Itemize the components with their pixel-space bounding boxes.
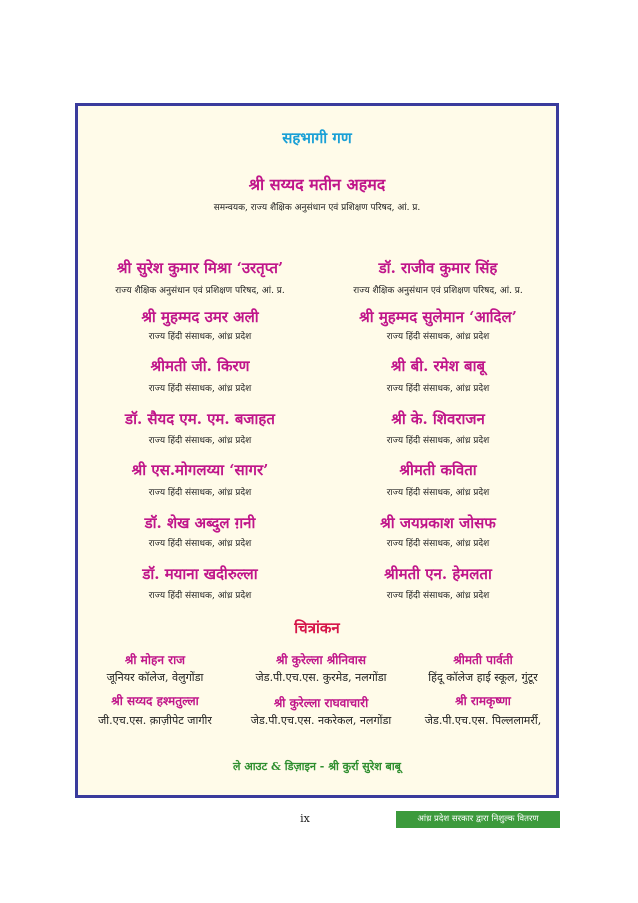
participant-left-name: डॉ. सैयद एम. एम. बजाहत bbox=[125, 410, 275, 428]
artist-designation: जी.एच.एस. क़ाज़ीपेट जागीर bbox=[98, 714, 212, 727]
participant-right-name: डॉ. राजीव कुमार सिंह bbox=[378, 259, 498, 277]
participant-right-designation: राज्य शैक्षिक अनुसंधान एवं प्रशिक्षण परिषद, आं. प्र. bbox=[353, 286, 523, 296]
participant-left-designation: राज्य हिंदी संसाधक, आंध्र प्रदेश bbox=[148, 384, 252, 394]
participant-left-name: श्रीमती जी. किरण bbox=[150, 357, 250, 375]
participant-left-designation: राज्य हिंदी संसाधक, आंध्र प्रदेश bbox=[148, 332, 252, 342]
coordinator-designation: समन्वयक, राज्य शैक्षिक अनुसंधान एवं प्रशिक्षण परिषद, आं. प्र. bbox=[213, 203, 421, 213]
participant-right-designation: राज्य हिंदी संसाधक, आंध्र प्रदेश bbox=[386, 488, 490, 498]
participant-left-designation: राज्य हिंदी संसाधक, आंध्र प्रदेश bbox=[148, 591, 252, 601]
participant-right-name: श्री मुहम्मद सुलेमान ‘आदिल’ bbox=[359, 308, 517, 326]
artist-designation: जेड.पी.एच.एस. कुरमेड, नलगोंडा bbox=[255, 671, 387, 684]
coordinator-name: श्री सय्यद मतीन अहमद bbox=[248, 175, 386, 194]
participant-left-name: डॉ. मयाना खदीरुल्ला bbox=[142, 565, 258, 583]
participant-left-name: श्री एस.मोगलय्या ‘सागर’ bbox=[131, 461, 269, 479]
participant-right-name: श्री जयप्रकाश जोसफ bbox=[380, 514, 496, 532]
artist-name: श्री कुरेल्ला श्रीनिवास bbox=[275, 653, 366, 667]
participant-right-designation: राज्य हिंदी संसाधक, आंध्र प्रदेश bbox=[386, 539, 490, 549]
artist-designation: जेड.पी.एच.एस. पिल्ललामर्री, bbox=[424, 714, 542, 727]
participant-left-name: श्री मुहम्मद उमर अली bbox=[141, 308, 259, 326]
artist-name: श्रीमती पार्वती bbox=[453, 653, 513, 667]
page-number: ix bbox=[300, 812, 310, 825]
participant-left-name: डॉ. शेख अब्दुल ग़नी bbox=[144, 514, 256, 532]
participant-left-name: श्री सुरेश कुमार मिश्रा ‘उरतृप्त’ bbox=[116, 259, 284, 277]
participant-right-name: श्रीमती एन. हेमलता bbox=[384, 565, 492, 583]
layout-credit: ले आउट & डिज़ाइन - श्री कुर्रा सुरेश बाबू bbox=[233, 760, 401, 773]
participant-left-designation: राज्य शैक्षिक अनुसंधान एवं प्रशिक्षण परिषद, आं. प्र. bbox=[115, 286, 285, 296]
participant-right-name: श्रीमती कविता bbox=[399, 461, 477, 479]
participant-right-name: श्री बी. रमेश बाबू bbox=[390, 357, 486, 375]
artist-name: श्री कुरेल्ला राघवाचारी bbox=[273, 696, 369, 710]
participant-right-designation: राज्य हिंदी संसाधक, आंध्र प्रदेश bbox=[386, 384, 490, 394]
artist-designation: जूनियर कॉलेज, वेलुगोंडा bbox=[106, 671, 204, 684]
participant-left-designation: राज्य हिंदी संसाधक, आंध्र प्रदेश bbox=[148, 539, 252, 549]
participant-right-designation: राज्य हिंदी संसाधक, आंध्र प्रदेश bbox=[386, 436, 490, 446]
artist-name: श्री मोहन राज bbox=[124, 653, 186, 667]
participant-right-name: श्री के. शिवराजन bbox=[391, 410, 485, 428]
free-distribution-badge: आंध्र प्रदेश सरकार द्वारा निशुल्क वितरण bbox=[396, 811, 560, 828]
participant-right-designation: राज्य हिंदी संसाधक, आंध्र प्रदेश bbox=[386, 591, 490, 601]
illustration-header: चित्रांकन bbox=[294, 619, 340, 637]
artist-designation: जेड.पी.एच.एस. नकरेकल, नलगोंडा bbox=[250, 714, 392, 727]
section-header: सहभागी गण bbox=[282, 129, 352, 147]
participant-right-designation: राज्य हिंदी संसाधक, आंध्र प्रदेश bbox=[386, 332, 490, 342]
artist-designation: हिंदू कॉलेज हाई स्कूल, गुंटूर bbox=[428, 671, 538, 684]
participant-left-designation: राज्य हिंदी संसाधक, आंध्र प्रदेश bbox=[148, 488, 252, 498]
artist-name: श्री सय्यद हश्मतुल्ला bbox=[111, 694, 199, 708]
artist-name: श्री रामकृष्णा bbox=[455, 694, 511, 708]
participant-left-designation: राज्य हिंदी संसाधक, आंध्र प्रदेश bbox=[148, 436, 252, 446]
